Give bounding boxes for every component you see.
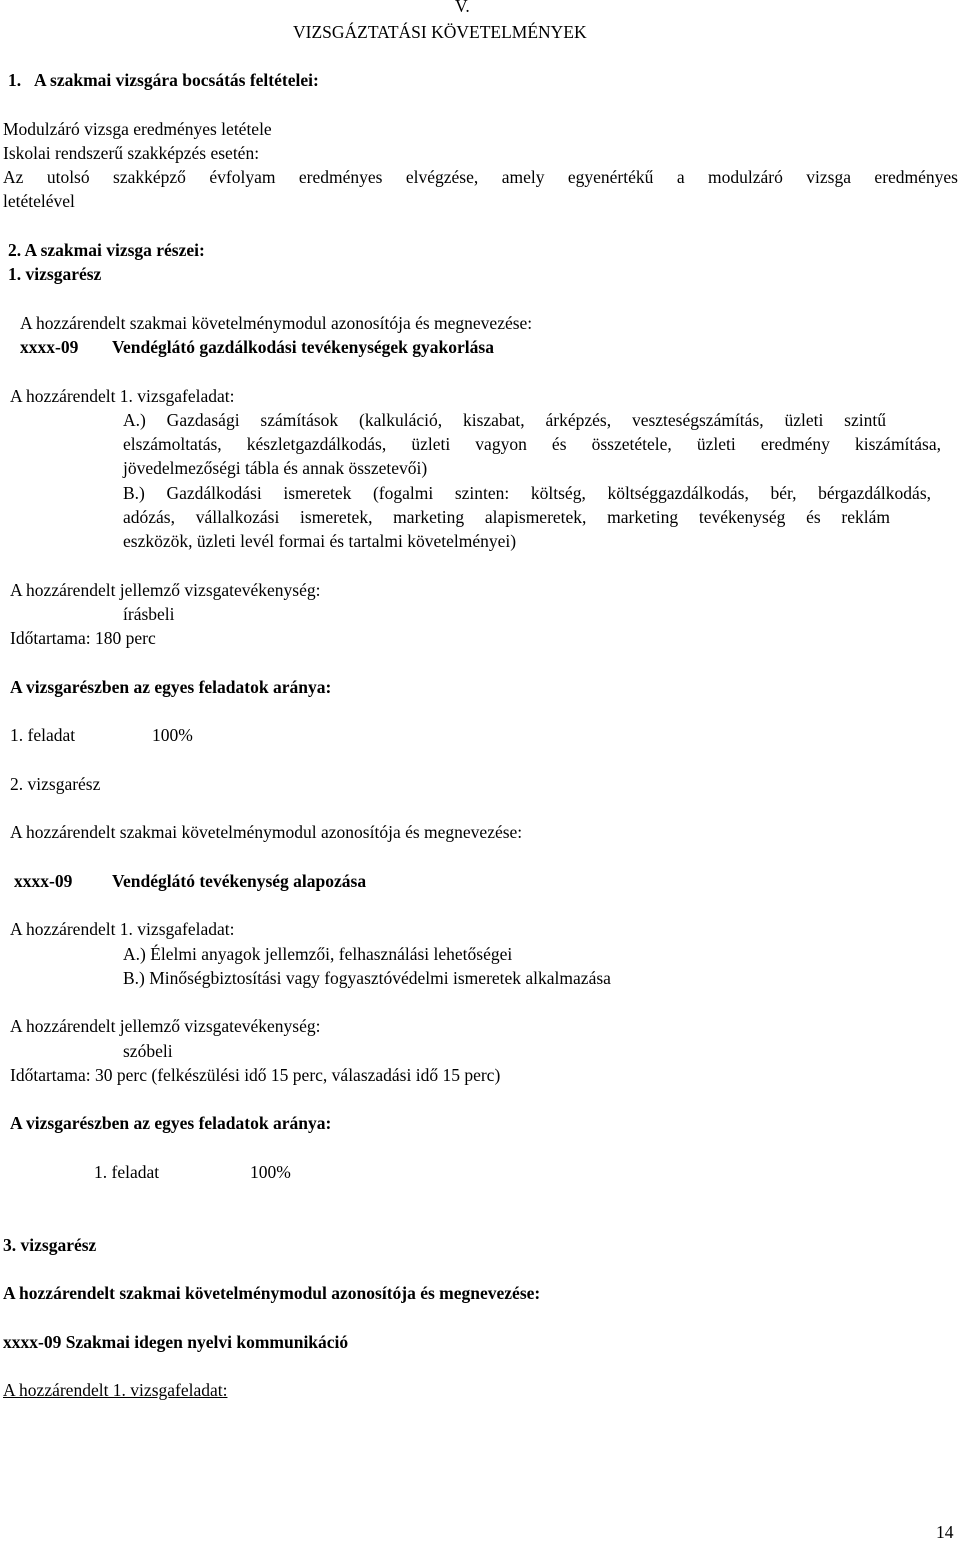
part-1-task-line-2: elszámoltatás, készletgazdálkodás, üzleti vagyon és összetétele, üzleti eredmény kiszámítása, bbox=[123, 434, 941, 454]
part-2-ratio-heading: A vizsgarészben az egyes feladatok aránya: bbox=[10, 1113, 332, 1133]
section-1-heading: A szakmai vizsgára bocsátás feltételei: bbox=[34, 70, 319, 90]
part-1-activity-value: írásbeli bbox=[123, 604, 175, 624]
part-1-title: 1. vizsgarész bbox=[8, 264, 102, 284]
part-1-activity-label: A hozzárendelt jellemző vizsgatevékenység: bbox=[10, 580, 321, 600]
chapter-number: V. bbox=[455, 0, 470, 16]
part-1-ratio-heading: A vizsgarészben az egyes feladatok aránya: bbox=[10, 677, 332, 697]
part-1-module-code: xxxx-09 bbox=[20, 337, 79, 357]
part-3-title: 3. vizsgarész bbox=[3, 1235, 97, 1255]
part-1-ratio-value: 100% bbox=[152, 725, 193, 745]
part-2-module-label: A hozzárendelt szakmai követelménymodul azonosítója és megnevezése: bbox=[10, 822, 523, 842]
part-1-ratio-task: 1. feladat bbox=[10, 725, 76, 745]
part-1-module-label: A hozzárendelt szakmai követelménymodul azonosítója és megnevezése: bbox=[20, 313, 533, 333]
part-1-task-line-6: eszközök, üzleti levél formai és tartalmi követelményei) bbox=[123, 531, 517, 551]
part-2-task-line-2: B.) Minőségbiztosítási vagy fogyasztóvédelmi ismeretek alkalmazása bbox=[123, 968, 611, 988]
part-1-task-line-1: A.) Gazdasági számítások (kalkuláció, kiszabat, árképzés, veszteségszámítás, üzleti szintű bbox=[123, 410, 886, 430]
requirement-line-1: Modulzáró vizsga eredményes letétele bbox=[3, 119, 272, 139]
part-1-task-label: A hozzárendelt 1. vizsgafeladat: bbox=[10, 386, 235, 406]
part-1-task-line-5: adózás, vállalkozási ismeretek, marketing alapismeretek, marketing tevékenység és reklám bbox=[123, 507, 890, 527]
part-3-task-label: A hozzárendelt 1. vizsgafeladat: bbox=[3, 1380, 228, 1400]
part-1-task-line-4: B.) Gazdálkodási ismeretek (fogalmi szinten: költség, költséggazdálkodás, bér, bérgazdálkodás, bbox=[123, 483, 931, 503]
section-1-heading-number: 1. bbox=[8, 70, 22, 90]
part-2-task-label: A hozzárendelt 1. vizsgafeladat: bbox=[10, 919, 235, 939]
part-2-task-line-1: A.) Élelmi anyagok jellemzői, felhasználási lehetőségei bbox=[123, 944, 513, 964]
part-3-module-label: A hozzárendelt szakmai követelménymodul azonosítója és megnevezése: bbox=[3, 1283, 541, 1303]
requirement-line-4: letételével bbox=[3, 191, 75, 211]
part-2-title: 2. vizsgarész bbox=[10, 774, 101, 794]
requirement-line-3: Az utolsó szakképző évfolyam eredményes elvégzése, amely egyenértékű a modulzáró vizsga eredményes bbox=[3, 167, 958, 187]
part-2-module-code: xxxx-09 bbox=[14, 871, 73, 891]
requirement-line-2: Iskolai rendszerű szakképzés esetén: bbox=[3, 143, 260, 163]
part-2-activity-label: A hozzárendelt jellemző vizsgatevékenység: bbox=[10, 1016, 321, 1036]
part-2-ratio-value: 100% bbox=[250, 1162, 291, 1182]
part-2-module-name: Vendéglátó tevékenység alapozása bbox=[112, 871, 367, 891]
part-1-duration: Időtartama: 180 perc bbox=[10, 628, 156, 648]
part-2-ratio-task: 1. feladat bbox=[94, 1162, 160, 1182]
part-2-activity-value: szóbeli bbox=[123, 1041, 173, 1061]
chapter-title: VIZSGÁZTATÁSI KÖVETELMÉNYEK bbox=[293, 22, 587, 42]
part-1-module-name: Vendéglátó gazdálkodási tevékenységek gyakorlása bbox=[112, 337, 494, 357]
page-number: 14 bbox=[936, 1522, 954, 1542]
part-2-duration: Időtartama: 30 perc (felkészülési idő 15 perc, válaszadási idő 15 perc) bbox=[10, 1065, 501, 1085]
part-3-module-line: xxxx-09 Szakmai idegen nyelvi kommunikáció bbox=[3, 1332, 349, 1352]
part-1-task-line-3: jövedelmezőségi tábla és annak összetevői) bbox=[123, 458, 428, 478]
section-2-heading: 2. A szakmai vizsga részei: bbox=[8, 240, 205, 260]
